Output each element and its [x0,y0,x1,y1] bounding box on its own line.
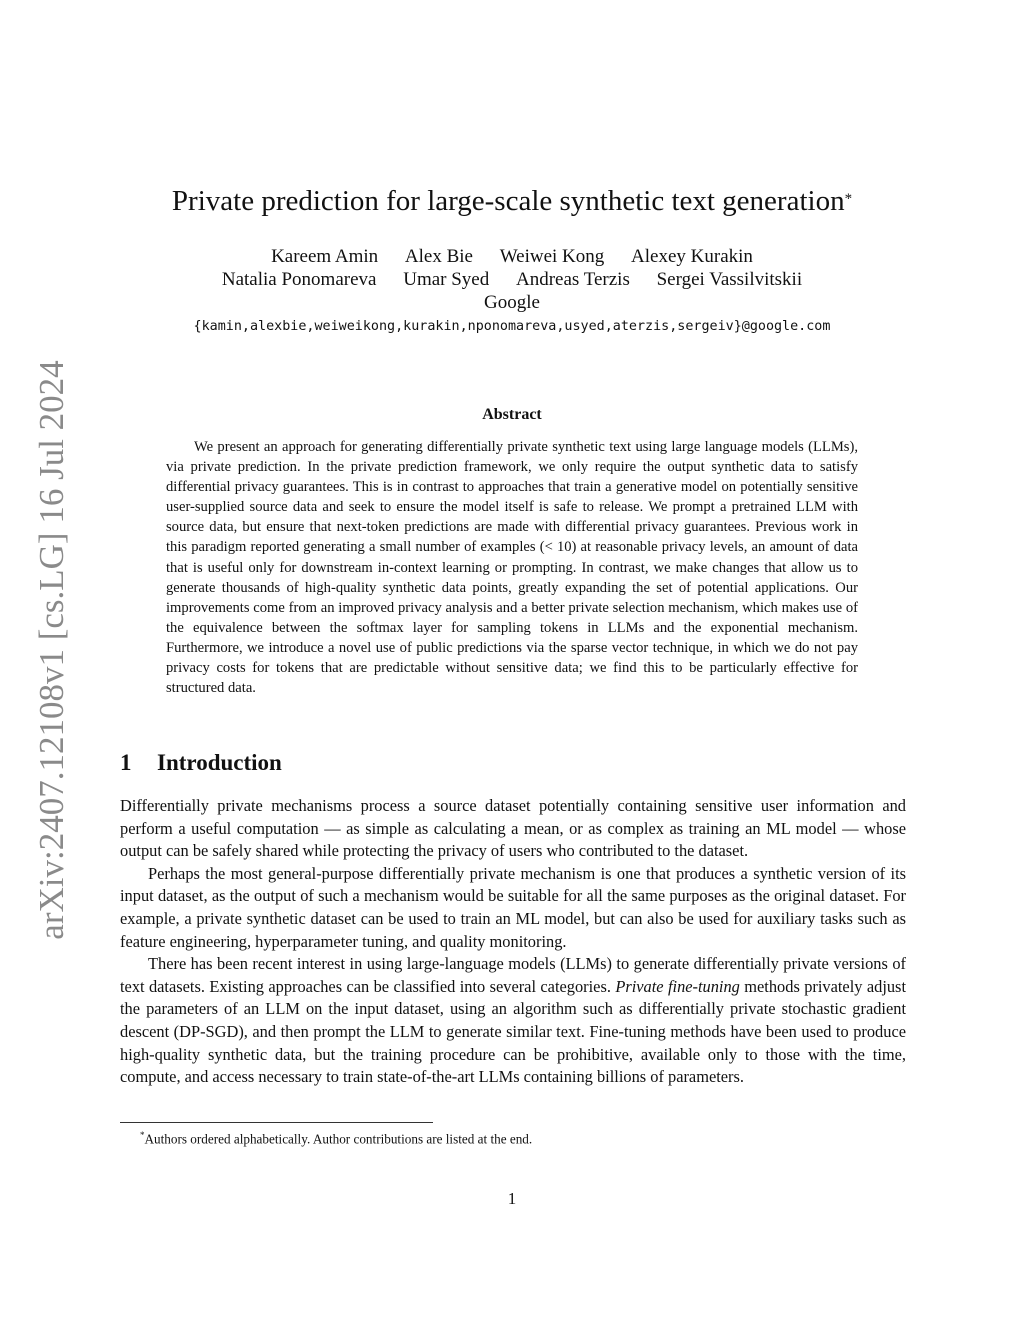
author-name: Natalia Ponomareva [221,269,377,290]
section-heading [120,748,282,778]
author-name: Kareem Amin [271,246,379,267]
author-list-line-2 [0,268,1024,291]
footnote-divider [120,1122,433,1123]
paper-title [0,183,1024,219]
footnote [140,1126,532,1148]
author-list-line-1 [0,245,1024,268]
author-emails: {kamin,alexbie,weiweikong,kurakin,nponomareva,usyed,aterzis,sergeiv}@google.com [193,319,831,334]
author-name: Alex Bie [404,246,473,267]
author-name: Sergei Vassilvitskii [656,269,803,290]
intro-paragraph-3-part-2: methods privately adjust the parameters of an LLM on the input dataset, using an algorithm such as differentially private stochastic gradient descent (DP-SGD), and then prompt the LLM to generate similar text. Fine-tuning methods have been used to produce high-quality synthetic data, but the training procedure can be prohibitive, available only to those with the time, compute, and access necessary to train state-of-the-art LLMs containing billions of parameters. [120,976,906,1087]
author-name: Alexey Kurakin [631,246,753,267]
intro-paragraph-3 [120,953,906,1089]
abstract-heading: Abstract [482,406,542,423]
page-number: 1 [507,1189,517,1208]
section-number: 1 [120,750,132,775]
intro-paragraph-3-emphasis: Private fine-tuning [615,976,740,996]
paper-title-text: Private prediction for large-scale synthetic text generation [171,185,845,217]
intro-paragraph-1: Differentially private mechanisms process a source dataset potentially containing sensitive user information and perform a useful computation — as simple as calculating a mean, or as complex as training an ML model — whose output can be safely shared while protecting the privacy of users who contributed to the dataset. [120,796,906,861]
footnote-text: Authors ordered alphabetically. Author contributions are listed at the end. [144,1131,533,1147]
introduction-body [120,795,906,1089]
intro-paragraph-3-part-1: There has been recent interest in using large-language models (LLMs) to generate differentially private versions of text datasets. Existing approaches can be classified into several categories. [120,954,906,996]
author-name: Weiwei Kong [499,246,605,267]
author-name: Umar Syed [403,269,490,290]
arxiv-identifier: arXiv:2407.12108v1 [cs.LG] 16 Jul 2024 [32,360,71,940]
section-title: Introduction [157,750,282,775]
intro-paragraph-2: Perhaps the most general-purpose differentially private mechanism is one that produces a synthetic version of its input dataset, as the output of such a mechanism would be suitable for all the same purposes as the original dataset. For example, a private synthetic dataset can be used to train an ML model, but can also be used for auxiliary tasks such as feature engineering, hyperparameter tuning, and quality monitoring. [120,863,906,951]
footnote-mark: * [140,1130,145,1140]
abstract-text: We present an approach for generating differentially private synthetic text using large language models (LLMs), via private prediction. In the private prediction framework, we only require the output synthetic data to satisfy differential privacy guarantees. This is in contrast to approaches that train a generative model on potentially sensitive user-supplied source data and seek to ensure the model itself is safe to release. We prompt a pretrained LLM with source data, but ensure that next-token predictions are made with differential privacy guarantees. Previous work in this paradigm reported generating a small number of examples (< 10) at reasonable privacy levels, an amount of data that is useful only for downstream in-context learning or prompting. In contrast, we make changes that allow us to generate thousands of high-quality synthetic data points, greatly expanding the set of potential applications. Our improvements come from an improved privacy analysis and a better private selection mechanism, which makes use of the equivalence between the softmax layer for sampling tokens in LLMs and the exponential mechanism. Furthermore, we introduce a novel use of public predictions via the sparse vector technique, in which we do not pay privacy costs for tokens that are predictable without sensitive data; we find this to be particularly effective for structured data. [166,439,858,697]
author-name: Andreas Terzis [515,269,630,290]
author-affiliation: Google [484,292,540,313]
title-footnote-mark: * [844,191,853,207]
abstract-body [166,437,858,698]
